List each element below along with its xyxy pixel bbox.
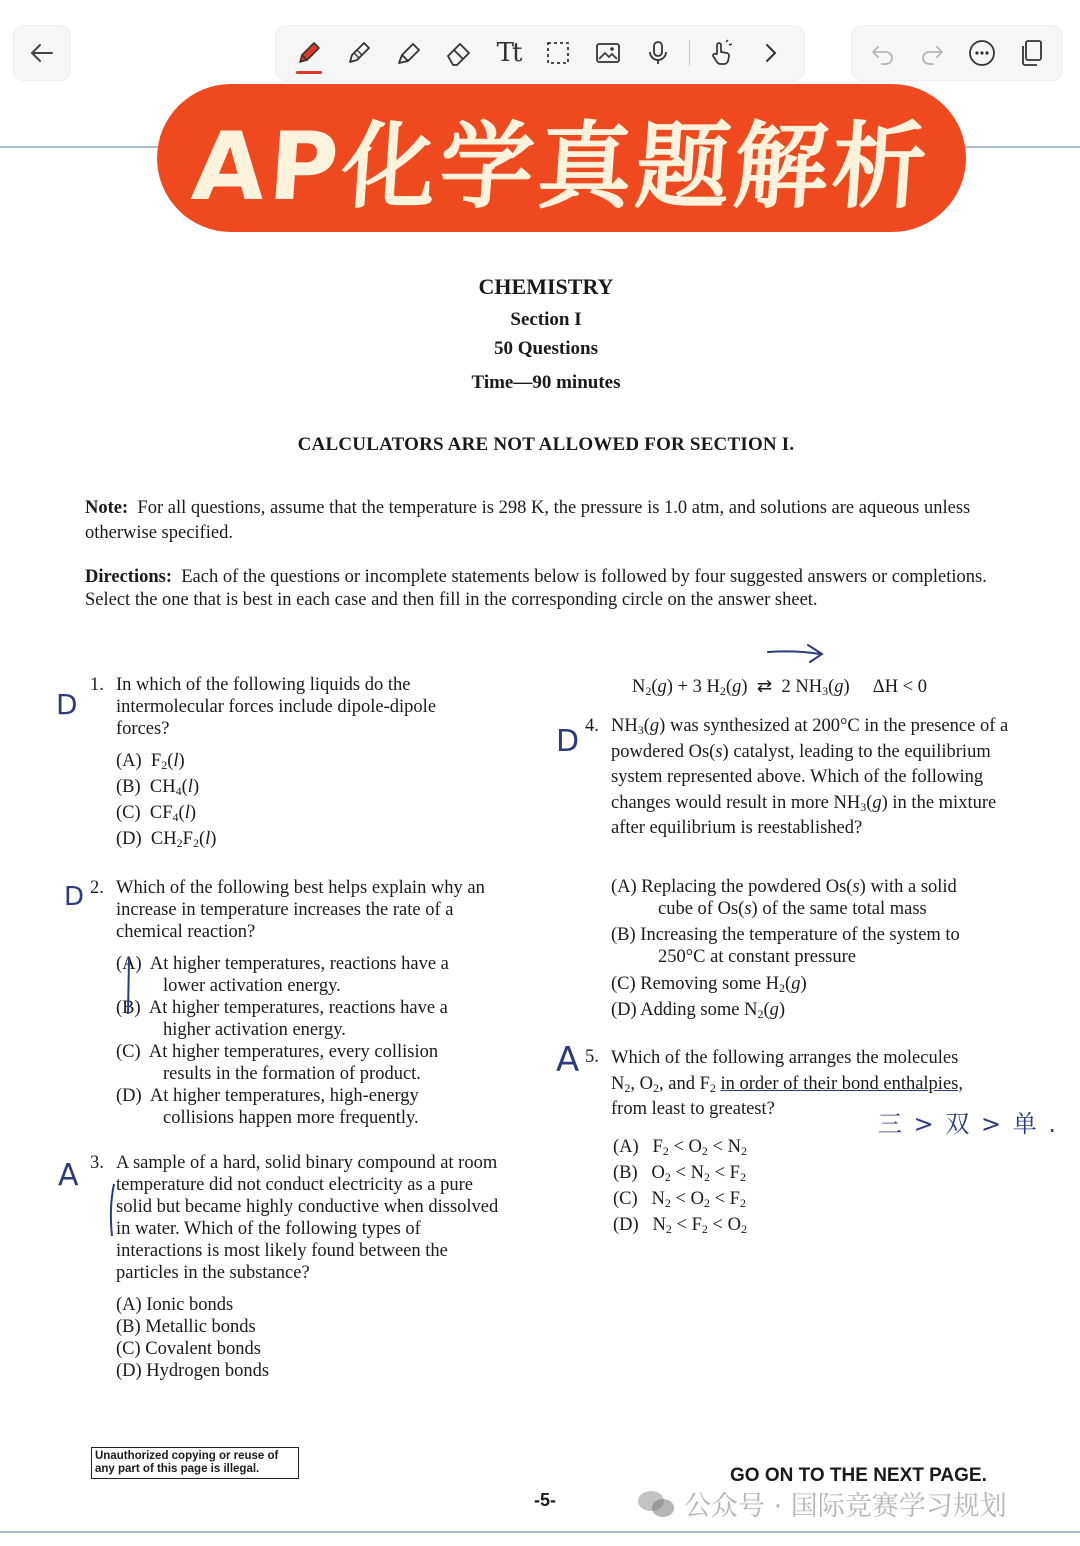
- text-tool-icon: Tt: [496, 38, 521, 68]
- question-number: 4.: [585, 716, 599, 736]
- wechat-icon: [636, 1488, 676, 1520]
- option-c[interactable]: (C) Removing some $H_2(g)$: [611, 974, 807, 995]
- exam-section: Section I: [510, 309, 582, 330]
- page-bottom-line: [0, 1531, 1080, 1533]
- option-c[interactable]: (C) Covalent bonds: [116, 1339, 261, 1359]
- option-d[interactable]: (D) $N_2 < F_2 < O_2$: [613, 1215, 747, 1236]
- handwritten-answer-q2: D: [64, 882, 85, 912]
- question-stem: Which of the following best helps explain why an increase in temperature increases the rate of a chemical reaction?: [116, 878, 485, 942]
- option-c[interactable]: (C) $CF_4(l)$: [116, 803, 197, 824]
- option-b[interactable]: (B) Metallic bonds: [116, 1317, 256, 1337]
- question-stem: A sample of a hard, solid binary compound at room temperature did not conduct electricity as a pure solid but became highly conductive when dissolved in water. Which of the following types of interactions is most likely found between the particles in the substance?: [116, 1153, 499, 1283]
- handwritten-answer-q3: A: [58, 1158, 79, 1193]
- question-stem: Which of the following arranges the molecules $N_2$, $O_2$, and $F_2$ in order of their bond enthalpies, from least to greatest?: [611, 1048, 963, 1119]
- watermark: 公众号 · 国际竞赛学习规划: [636, 1484, 1007, 1523]
- directions-label: Directions:: [85, 567, 172, 587]
- question-stem: $NH_3(g)$ was synthesized at 200°C in the presence of a powdered Os(s) catalyst, leading to the equilibrium system represented above. Which of the following changes would result in more $NH_3(g)$ in the mixture after equilibrium is reestablished?: [611, 716, 1009, 838]
- handwritten-answer-q1: D: [56, 688, 78, 721]
- option-b[interactable]: (B) Increasing the temperature of the system to 250°C at constant pressure: [611, 925, 960, 967]
- option-a[interactable]: (A) Ionic bonds: [116, 1295, 234, 1315]
- question-number: 5.: [585, 1047, 599, 1067]
- option-b[interactable]: (B) $O_2 < N_2 < F_2$: [613, 1163, 746, 1184]
- question-number: 1.: [90, 675, 104, 695]
- exam-subject: CHEMISTRY: [478, 274, 614, 299]
- handwritten-answer-q5: A: [556, 1040, 580, 1080]
- note-label: Note:: [85, 498, 129, 518]
- option-d[interactable]: (D) Hydrogen bonds: [116, 1361, 270, 1381]
- equilibrium-equation: $N_2(g) + 3$ $H_2(g)$ ⇄ 2 $NH_3(g)$ ΔH < 0: [632, 677, 927, 698]
- directions-text: Each of the questions or incomplete statements below is followed by four suggested answers or completions. Select the one that is best in each case and then fill in the corresponding circle on the answer sheet.: [85, 567, 987, 610]
- handwritten-bond-order-note: 三 > 双 > 单 .: [878, 1110, 1058, 1138]
- option-b[interactable]: (B) At higher temperatures, reactions have a higher activation energy.: [116, 998, 448, 1040]
- next-page-notice: GO ON TO THE NEXT PAGE.: [730, 1465, 987, 1486]
- banner-title: AP化学真题解析: [188, 112, 934, 222]
- option-c[interactable]: (C) $N_2 < O_2 < F_2$: [613, 1189, 746, 1210]
- question-number: 3.: [90, 1153, 104, 1173]
- exam-time: Time—90 minutes: [471, 372, 621, 393]
- option-d[interactable]: (D) $CH_2F_2(l)$: [116, 829, 217, 850]
- option-d[interactable]: (D) Adding some $N_2(g)$: [611, 1000, 786, 1021]
- handwritten-answer-q4: D: [556, 724, 580, 759]
- option-d[interactable]: (D) At higher temperatures, high-energy collisions happen more frequently.: [116, 1086, 419, 1128]
- option-a[interactable]: (A) $F_2 < O_2 < N_2$: [613, 1137, 747, 1158]
- option-c[interactable]: (C) At higher temperatures, every collision results in the formation of product.: [116, 1042, 439, 1084]
- question-stem: In which of the following liquids do the intermolecular forces include dipole-dipole forces?: [116, 675, 437, 739]
- copyright-notice: Unauthorized copying or reuse of any part of this page is illegal.: [91, 1447, 299, 1479]
- exam-question-count: 50 Questions: [494, 338, 598, 359]
- note-text: For all questions, assume that the temperature is 298 K, the pressure is 1.0 atm, and solutions are aqueous unless otherwise specified.: [85, 498, 971, 543]
- option-a[interactable]: (A) At higher temperatures, reactions have a lower activation energy.: [116, 954, 449, 996]
- calculator-notice: CALCULATORS ARE NOT ALLOWED FOR SECTION I.: [297, 434, 795, 455]
- enthalpy-change: ΔH < 0: [872, 677, 927, 697]
- option-a[interactable]: (A) $F_2(l)$: [116, 751, 185, 772]
- page-number: -5-: [534, 1490, 556, 1510]
- question-number: 2.: [90, 878, 104, 898]
- option-b[interactable]: (B) $CH_4(l)$: [116, 777, 200, 798]
- option-a[interactable]: (A) Replacing the powdered Os(s) with a solid cube of Os(s) of the same total mass: [611, 877, 957, 919]
